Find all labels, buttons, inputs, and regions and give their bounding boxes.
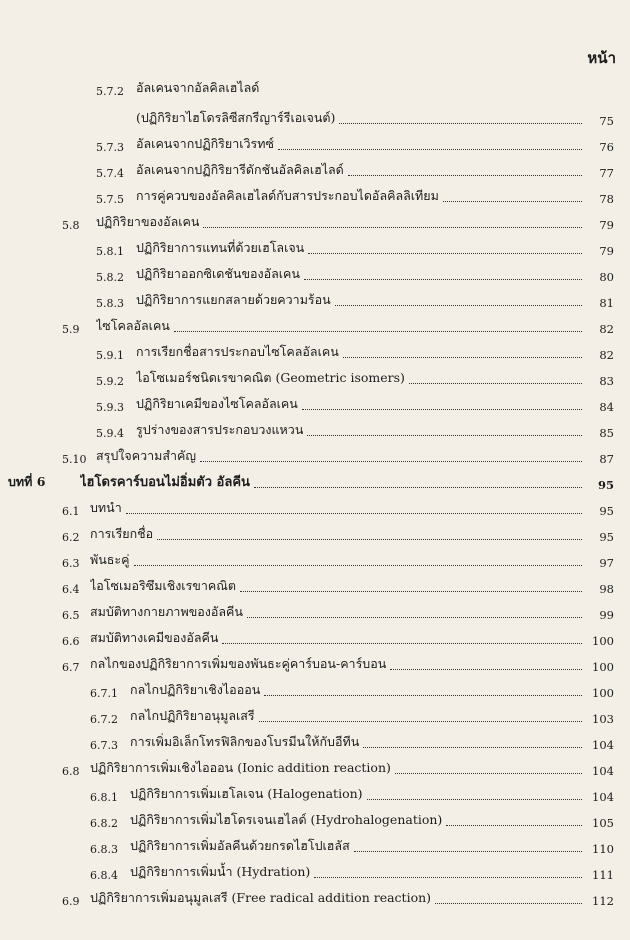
toc-entry-number: 6.7.2 [90,713,118,726]
toc-entry-number: 6.8 [62,765,80,778]
toc-entry-page: 100 [592,634,614,648]
toc-leader [247,617,582,618]
toc-entry-number: 5.8.3 [96,297,124,310]
toc-entry-title: ปฏิกิริยาการเพิ่มน้ำ (Hydration) [130,864,311,879]
toc-entry-number: 5.9.4 [96,427,124,440]
toc-leader [443,201,582,202]
toc-entry-title: กลไกของปฏิกิริยาการเพิ่มของพันธะคู่คาร์บอน-คาร์บอน [90,656,387,671]
toc-entry [90,836,614,856]
toc-entry-page: 78 [599,192,614,206]
toc-entry-title: การเพิ่มอิเล็กโทรฟิลิกของโบรมีนให้กับอีทีน [130,734,360,749]
toc-leader [304,279,582,280]
toc-leader [126,513,582,514]
toc-entry-number: 5.9 [62,323,80,336]
toc-entry [62,654,614,674]
toc-entry-number: 5.9.2 [96,375,124,388]
toc-entry-title: สมบัติทางเคมีของอัลคีน [90,630,219,645]
toc-entry-title: ปฏิกิริยาเคมีของไซโคลอัลเคน [136,396,298,411]
toc-leader [348,175,582,176]
toc-entry-page: 85 [599,426,614,440]
toc-entry [96,238,614,258]
toc-entry-number: 6.8.3 [90,843,118,856]
toc-leader [335,305,582,306]
toc-entry [90,862,614,882]
toc-entry-page: 100 [592,660,614,674]
toc-leader [203,227,582,228]
toc-leader [307,435,582,436]
toc-entry [62,888,614,908]
toc-entry-page: 104 [592,738,614,752]
toc-entry-number: 5.7.2 [96,85,124,98]
toc-entry-page: 75 [599,114,614,128]
toc-entry-title: อัลเคนจากปฏิกิริยารีดักชันอัลคิลเฮไลด์ [136,162,344,177]
toc-entry [96,186,614,206]
toc-entry-title: (ปฏิกิริยาไฮโดรลิซีสกรีญาร์รีเอเจนต์) [136,110,336,125]
toc-leader [302,409,582,410]
page-column-label: หน้า [587,49,616,67]
toc-entry [62,628,614,648]
toc-entry-number: 5.8 [62,219,80,232]
toc-leader [254,487,582,488]
toc-entry [62,212,614,232]
toc-entry-title: ปฏิกิริยาของอัลเคน [96,214,200,229]
toc-entry-title: ไอโซเมอร์ชนิดเรขาคณิต (Geometric isomers) [136,370,405,385]
toc-entry-number: 5.8.2 [96,271,124,284]
toc-entry-number: 6.8.4 [90,869,118,882]
toc-entry-page: 97 [599,556,614,570]
toc-entry [62,446,614,466]
toc-entry-title: สรุปใจความสำคัญ [96,448,197,463]
toc-entry [90,706,614,726]
toc-entry-page: 82 [599,322,614,336]
toc-entry-number: 5.9.3 [96,401,124,414]
toc-entry [96,108,614,128]
toc-entry-page: 95 [597,478,614,492]
toc-entry-number: 6.9 [62,895,80,908]
toc-leader [409,383,582,384]
toc-leader [222,643,582,644]
toc-entry-title: กลไกปฏิกิริยาเชิงไอออน [130,682,261,697]
toc-entry-page: 76 [599,140,614,154]
toc-entry-page: 112 [592,894,614,908]
toc-entry-title: ปฏิกิริยาการแทนที่ด้วยเฮโลเจน [136,240,305,255]
toc-entry [96,368,614,388]
toc-entry-number: 6.1 [62,505,80,518]
toc-leader [354,851,582,852]
toc-chapter-number: บทที่ 6 [8,474,46,489]
toc-entry-page: 105 [592,816,614,830]
toc-entry-title: ปฏิกิริยาการเพิ่มอนุมูลเสรี (Free radical addition reaction) [90,890,432,905]
toc-leader [200,461,582,462]
toc-entry-title: ปฏิกิริยาการเพิ่มอัลคีนด้วยกรดไฮโปเฮลัส [130,838,350,853]
toc-entry-number: 6.7.1 [90,687,118,700]
toc-entry-number: 5.8.1 [96,245,124,258]
toc-leader [367,799,582,800]
toc-leader [157,539,582,540]
toc-entry [62,316,614,336]
toc-entry-number: 5.7.4 [96,167,124,180]
toc-entry-page: 87 [599,452,614,466]
toc-entry-title: พันธะคู่ [90,552,130,567]
toc-entry-title: ปฏิกิริยาการเพิ่มเฮโลเจน (Halogenation) [130,786,363,801]
toc-entry [90,680,614,700]
toc-entry-page: 83 [599,374,614,388]
toc-entry-title: บทนำ [90,500,122,515]
toc-entry-title: ปฏิกิริยาการแยกสลายด้วยความร้อน [136,292,331,307]
toc-entry [90,810,614,830]
toc-entry [96,342,614,362]
toc-leader [264,695,582,696]
toc-entry-page: 104 [592,790,614,804]
toc-entry-page: 98 [599,582,614,596]
toc-leader [343,357,582,358]
toc-entry-title: อัลเคนจากปฏิกิริยาเวิรทซ์ [136,136,274,151]
toc-leader [446,825,582,826]
toc-entry-number: 6.6 [62,635,80,648]
toc-entry-number: 6.4 [62,583,80,596]
toc-entry-title: การเรียกชื่อสารประกอบไซโคลอัลเคน [136,344,339,359]
toc-chapter-entry [8,472,614,492]
toc-entry-page: 95 [599,530,614,544]
toc-entry-page: 99 [599,608,614,622]
toc-entry-page: 80 [599,270,614,284]
toc-entry-number: 6.7.3 [90,739,118,752]
toc-entry-page: 79 [599,218,614,232]
toc-leader [363,747,582,748]
toc-entry [62,576,614,596]
toc-entry-page: 84 [599,400,614,414]
toc-entry-number: 6.3 [62,557,80,570]
toc-entry [62,602,614,622]
toc-entry-page: 77 [599,166,614,180]
toc-entry [62,550,614,570]
toc-leader [174,331,582,332]
toc-entry [62,524,614,544]
toc-entry-page: 79 [599,244,614,258]
toc-entry-title: การคู่ควบของอัลคิลเฮไลด์กับสารประกอบไดอัลคิลลิเทียม [136,188,439,203]
toc-entry [96,290,614,310]
toc-entry-title: ปฏิกิริยาการเพิ่มเชิงไอออน (Ionic addition reaction) [90,760,391,775]
toc-entry-page: 100 [592,686,614,700]
toc-entry-page: 82 [599,348,614,362]
toc-entry [62,758,614,778]
toc-entry-page: 104 [592,764,614,778]
toc-entry-number: 6.7 [62,661,80,674]
toc-entry-title: กลไกปฏิกิริยาอนุมูลเสรี [130,708,255,723]
toc-entry-title: การเรียกชื่อ [90,526,154,541]
toc-entry [96,420,614,440]
toc-entry-page: 111 [592,868,614,882]
toc-entry [90,732,614,752]
toc-entry [96,264,614,284]
toc-leader [435,903,582,904]
toc-entry-title: ไซโคลอัลเคน [96,318,170,333]
toc-entry [62,498,614,518]
toc-entry [90,784,614,804]
toc-entry-number: 6.2 [62,531,80,544]
toc-entry-title: ปฏิกิริยาการเพิ่มไฮโดรเจนเฮไลด์ (Hydrohalogenation) [130,812,443,827]
toc-entry-number: 6.5 [62,609,80,622]
toc-entry-title: ปฏิกิริยาออกซิเดชันของอัลเคน [136,266,300,281]
toc-entry-number: 6.8.2 [90,817,118,830]
toc-entry-page: 110 [592,842,614,856]
toc-leader [278,149,582,150]
toc-entry-title: สมบัติทางกายภาพของอัลคีน [90,604,243,619]
toc-leader [390,669,582,670]
toc-entry-page: 81 [599,296,614,310]
toc-entry-number: 5.9.1 [96,349,124,362]
toc-leader [134,565,583,566]
toc-leader [395,773,582,774]
toc-leader [339,123,582,124]
toc-entry [96,78,606,98]
toc-entry-number: 5.7.3 [96,141,124,154]
toc-entry-title: อัลเคนจากอัลคิลเฮไลด์ [136,80,260,95]
toc-entry-page: 95 [599,504,614,518]
toc-entry [96,394,614,414]
toc-leader [314,877,582,878]
toc-entry-number: 5.7.5 [96,193,124,206]
toc-entry-title: รูปร่างของสารประกอบวงแหวน [136,422,304,437]
toc-entry-page: 103 [592,712,614,726]
toc-entry-title: ไอโซเมอริซึมเชิงเรขาคณิต [90,578,236,593]
toc-leader [240,591,582,592]
toc-leader [308,253,582,254]
toc-entry-number: 5.10 [62,453,87,466]
toc-entry [96,160,614,180]
toc-entry [96,134,614,154]
toc-chapter-title: ไฮโดรคาร์บอนไม่อิ่มตัว อัลคีน [80,475,250,490]
toc-entry-number: 6.8.1 [90,791,118,804]
toc-leader [259,721,582,722]
